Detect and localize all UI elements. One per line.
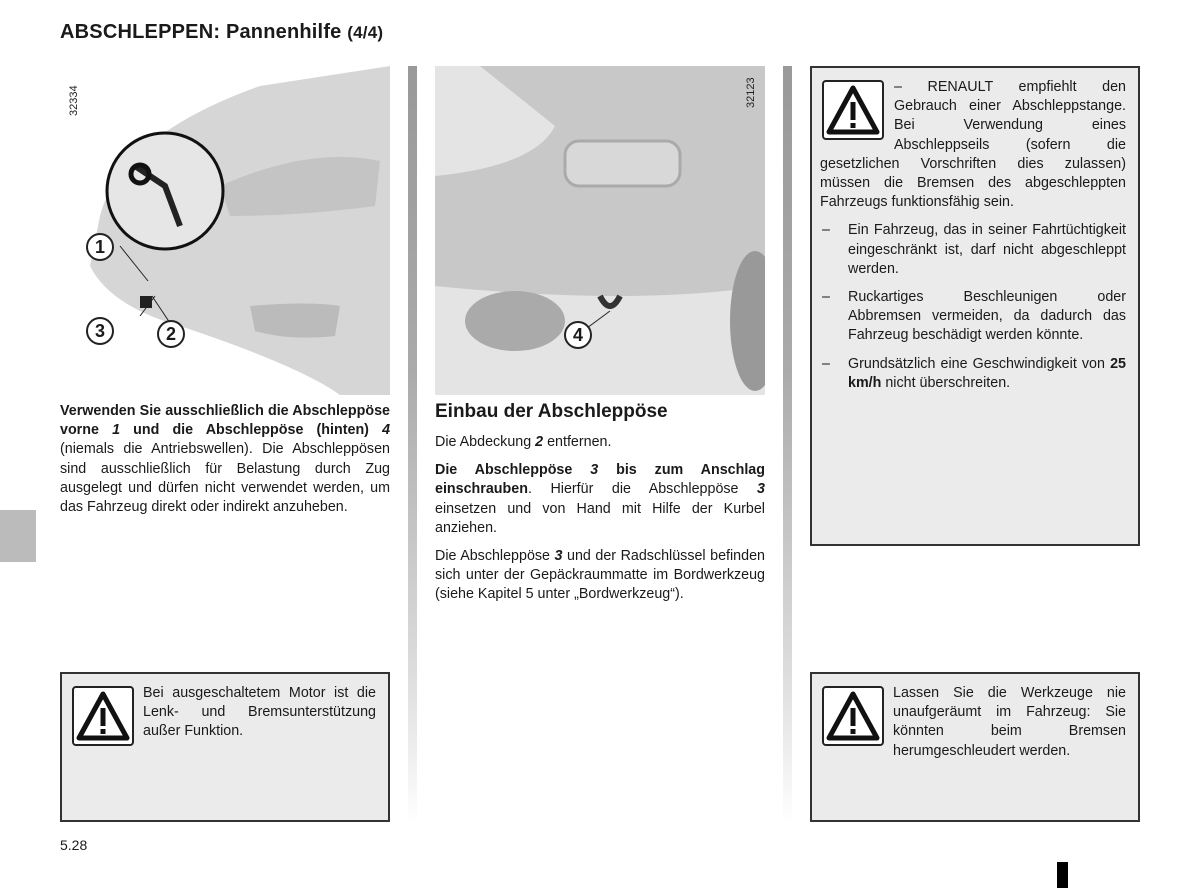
text-run: 1 — [112, 422, 121, 439]
text-run: und der Radschlüssel befinden sich unter der Gepäckraummatte im Bordwerkzeug (siehe Kapitel 5 unter „Bordwerkzeug“). — [435, 548, 765, 603]
text-run: 2 — [535, 434, 544, 450]
column-separator — [783, 66, 792, 826]
warning-text: Bei ausgeschaltetem Motor ist die Lenk- und Bremsunterstützung außer Funktion. — [143, 685, 376, 740]
text-run: Grundsätzlich eine Geschwindigkeit von — [848, 355, 1111, 372]
callout-1: 1 — [86, 233, 114, 261]
text-run: 4 — [382, 422, 391, 439]
text-run: 25 km/h — [848, 355, 1126, 391]
page-title — [60, 21, 383, 44]
warning-box-tools — [810, 672, 1140, 822]
chapter-tab — [0, 510, 36, 562]
warning-intro-block — [812, 68, 1138, 212]
title-main: ABSCHLEPPEN: Pannenhilfe — [60, 21, 342, 43]
warning-list-item: – Ein Fahrzeug, das in seiner Fahrtüchtigkeit eingeschränkt ist, darf nicht abgeschleppt werden. — [812, 221, 1138, 279]
text-run: Die Abschleppöse — [435, 462, 591, 479]
warning-text: Lassen Sie die Werkzeuge nie unaufgeräumt im Fahrzeug: Sie könnten beim Bremsen herumgeschleudert werden. — [893, 685, 1126, 759]
text-run: entfernen. — [543, 434, 612, 450]
warning-list-item — [812, 355, 1138, 393]
warning-icon — [72, 686, 134, 746]
warning-icon — [822, 686, 884, 746]
title-part: (4/4) — [347, 23, 384, 42]
warning-icon — [822, 80, 884, 140]
text-run: Verwenden Sie ausschließlich die Abschleppöse vorne — [60, 403, 390, 439]
callout-3: 3 — [86, 317, 114, 345]
front-bumper-illustration — [60, 66, 390, 395]
text-run: 3 — [554, 548, 563, 565]
text-run: Die Abdeckung — [435, 434, 536, 450]
text-run: bis zum Anschlag einschrauben — [435, 462, 765, 498]
text-run: und die Abschleppöse (hinten) — [120, 422, 383, 439]
towing-eye-usage-text — [60, 402, 390, 526]
page-end-marker — [1057, 862, 1068, 888]
warning-box-steering — [60, 672, 390, 822]
text-run: nicht überschreiten. — [881, 374, 1011, 391]
callout-4: 4 — [564, 321, 592, 349]
text-run: Die Abschleppöse — [435, 548, 555, 565]
rear-bumper-illustration — [435, 66, 765, 395]
section-heading: Einbau der Abschleppöse — [435, 401, 668, 422]
column-separator — [408, 66, 417, 826]
text-run: . Hierfür die Abschleppöse — [527, 481, 758, 498]
text-run: 3 — [757, 481, 765, 498]
warning-list-item: – Ruckartiges Beschleunigen oder Abbremsen vermeiden, da dadurch das Fahrzeug beschädigt werden könnte. — [812, 288, 1138, 346]
image-reference-number: 32334 — [68, 85, 80, 116]
warning-box-towing — [810, 66, 1140, 546]
text-run: 3 — [590, 462, 599, 479]
text-run: einsetzen und von Hand mit Hilfe der Kurbel anziehen. — [435, 500, 765, 536]
installation-text — [435, 433, 765, 614]
image-reference-number: 32123 — [745, 77, 757, 108]
callout-2: 2 — [157, 320, 185, 348]
warning-intro-text: – RENAULT empfiehlt den Gebrauch einer Abschleppstange. Bei Verwendung eines Abschleppseils (sofern die gesetzlichen Vorschriften dies zulassen) müssen die Bremsen des abgeschleppten Fahrzeugs funktionsfähig sein. — [820, 79, 1126, 211]
page-number: 5.28 — [60, 837, 88, 853]
text-run: (niemals die Antriebswellen). Die Abschleppösen sind ausschließlich für Belastung durch Zug ausgelegt und dürfen nicht verwendet werden, um das Fahrzeug direkt oder indirekt anzuheben. — [60, 441, 390, 516]
